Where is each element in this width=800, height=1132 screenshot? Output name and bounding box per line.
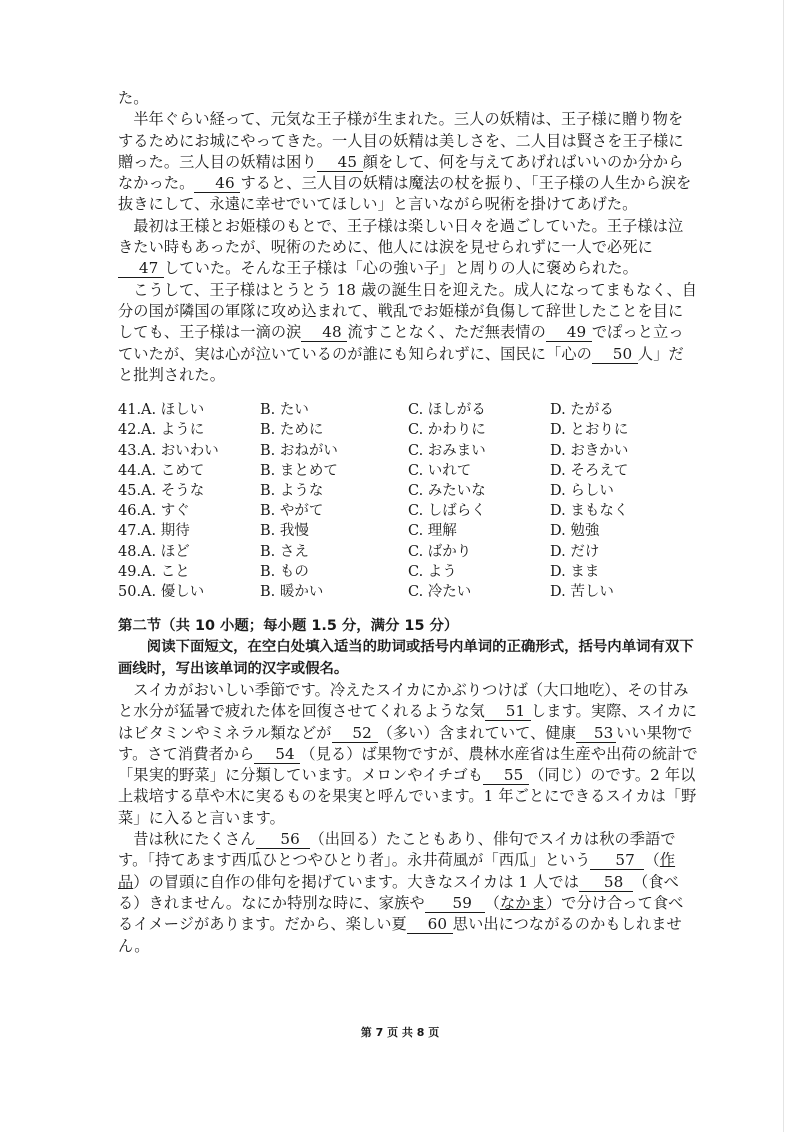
option-c[interactable]: C. おみまい	[408, 442, 486, 459]
option-row-50	[118, 582, 698, 602]
blank-55: 55	[483, 767, 529, 785]
page-footer: 第 7 页 共 8 页	[360, 1026, 440, 1039]
option-d[interactable]: D. とおりに	[550, 422, 629, 439]
option-a[interactable]: 50.A. 優しい	[118, 583, 205, 600]
option-row-47	[118, 521, 698, 541]
passage-line-0: た。	[118, 89, 149, 107]
option-row-46	[118, 501, 698, 521]
option-b[interactable]: B. ような	[260, 482, 324, 499]
option-a[interactable]: 49.A. こと	[118, 563, 190, 580]
option-a[interactable]: 43.A. おいわい	[118, 442, 219, 459]
section-2-paragraph-2: 昔は秋にたくさん 56 （出回る）たこともあり、俳句でスイカは秋の季語です。「持てあます西瓜ひとつやひとり者」。永井荷風が「西瓜」という 57 （作品）の冒頭に自作の俳句を掲げています。大きなスイカは 1 人では 58 （食べる）きれません。なにか特別な時に、家族や 59 （なかま）で分け合って食べるイメージがあります。だから、楽しい夏 60 思い出につながるのかもしれません。	[118, 830, 684, 955]
blank-59: 59	[425, 895, 485, 913]
option-b[interactable]: B. さえ	[260, 543, 309, 560]
option-d[interactable]: D. らしい	[550, 482, 614, 499]
blank-60: 60	[407, 916, 453, 934]
blank-45: 45	[317, 154, 363, 172]
blank-47: 47	[118, 260, 164, 278]
option-a[interactable]: 42.A. ように	[118, 422, 205, 439]
section-2-paragraph-1: スイカがおいしい季節です。冷えたスイカにかぶりつけば（大口地吃）、その甘みと水分が猛暑で疲れた体を回復させてくれるような気 51 します。実際、スイカにはビタミンやミネラル類などが 52 （多い）含まれていて、健康 53 いい果物です。さて消費者から 54 （見る）ば果物ですが、農林水産省は生産や出荷の統計で「果実的野菜」に分類しています。メロンやイチゴも 55 （同じ）のです。2 年以上栽培する草や木に実るものを果実と呼んでいます。1 年ごとにできるスイカは「野菜」に入ると言います。	[118, 681, 698, 827]
option-row-43	[118, 441, 698, 461]
blank-49: 49	[546, 324, 592, 342]
option-a[interactable]: 48.A. ほど	[118, 543, 190, 560]
option-b[interactable]: B. まとめて	[260, 462, 338, 479]
option-d[interactable]: D. まもなく	[550, 503, 629, 520]
page-edge-line	[783, 0, 784, 1132]
passage-paragraph-3: こうして、王子様はとうとう 18 歳の誕生日を迎えた。成人になってまもなく、自分の国が隣国の軍隊に攻め込まれて、戦乱でお姫様が負傷して辞世したことを目にしても、王子様は一滴の涙 48 流すことなく、ただ無表情の 49 でぽっと立っていたが、実は心が泣いているのが誰にも知られずに、国民に「心の 50 人」だと批判された。	[118, 280, 698, 384]
section-2-instruction: 阅读下面短文，在空白处填入适当的助词或括号内单词的正确形式，括号内单词有双下画线时，写出该单词的汉字或假名。	[118, 639, 694, 677]
option-a[interactable]: 45.A. そうな	[118, 482, 205, 499]
option-d[interactable]: D. だけ	[550, 543, 600, 560]
section-2-heading: 第二节（共 10 小题；每小题 1.5 分，满分 15 分）	[118, 618, 459, 635]
option-d[interactable]: D. たがる	[550, 402, 614, 419]
passage-paragraph-1: 半年ぐらい経って、元気な王子様が生まれた。三人の妖精は、王子様に贈り物をするためにお城にやってきた。一人目の妖精は美しさを、二人目は賢さを王子様に贈った。三人目の妖精は困り 45 顔をして、何を与えてあげればいいのか分からなかった。 46 すると、三人目の妖精は魔法の杖を振り、「王子様の人生から涙を抜きにして、永遠に幸せでいてほしい」と言いながら呪術を掛けてあげた。	[118, 110, 692, 214]
option-c[interactable]: C. 冷たい	[408, 583, 472, 600]
option-row-49	[118, 562, 698, 582]
option-row-48	[118, 542, 698, 562]
option-b[interactable]: B. 我慢	[260, 523, 309, 540]
option-c[interactable]: C. みたいな	[408, 482, 486, 499]
option-c[interactable]: C. いれて	[408, 462, 472, 479]
option-b[interactable]: B. たい	[260, 402, 309, 419]
option-a[interactable]: 41.A. ほしい	[118, 402, 205, 419]
blank-52: 52	[332, 725, 378, 743]
option-d[interactable]: D. 苦しい	[550, 583, 614, 600]
blank-58: 58	[579, 874, 633, 892]
option-a[interactable]: 46.A. すぐ	[118, 503, 190, 520]
option-d[interactable]: D. 勉強	[550, 523, 600, 540]
option-c[interactable]: C. かわりに	[408, 422, 486, 439]
option-row-42	[118, 420, 698, 440]
option-row-45	[118, 481, 698, 501]
word-nakama: なかま	[499, 893, 546, 912]
blank-57: 57	[590, 852, 644, 870]
option-c[interactable]: C. しばらく	[408, 503, 486, 520]
blank-56: 56	[256, 831, 310, 849]
option-a[interactable]: 47.A. 期待	[118, 523, 190, 540]
option-d[interactable]: D. まま	[550, 563, 600, 580]
exam-page	[118, 88, 698, 957]
blank-54: 54	[254, 746, 300, 764]
option-row-41	[118, 400, 698, 420]
option-c[interactable]: C. よう	[408, 563, 457, 580]
option-c[interactable]: C. ほしがる	[408, 402, 486, 419]
option-c[interactable]: C. ばかり	[408, 543, 472, 560]
passage-paragraph-2: 最初は王様とお姫様のもとで、王子様は楽しい日々を過ごしていた。王子様は泣きたい時もあったが、呪術のために、他人には涙を見せられずに一人で必死に47 していた。そんな王子様は「心の強い子」と周りの人に褒められた。	[118, 216, 684, 278]
option-b[interactable]: B. 暖かい	[260, 583, 324, 600]
blank-46: 46	[194, 175, 240, 193]
option-c[interactable]: C. 理解	[408, 523, 457, 540]
option-row-44	[118, 461, 698, 481]
option-b[interactable]: B. ために	[260, 422, 324, 439]
blank-50: 50	[592, 346, 638, 364]
blank-48: 48	[301, 324, 347, 342]
blank-51: 51	[485, 703, 531, 721]
word-sakuhin: 作品	[118, 851, 676, 891]
option-a[interactable]: 44.A. こめて	[118, 462, 205, 479]
option-b[interactable]: B. やがて	[260, 503, 324, 520]
option-d[interactable]: D. そろえて	[550, 462, 629, 479]
option-d[interactable]: D. おきかい	[550, 442, 629, 459]
answer-options	[118, 400, 698, 602]
option-b[interactable]: B. もの	[260, 563, 309, 580]
option-b[interactable]: B. おねがい	[260, 442, 338, 459]
blank-53: 53	[576, 725, 616, 743]
